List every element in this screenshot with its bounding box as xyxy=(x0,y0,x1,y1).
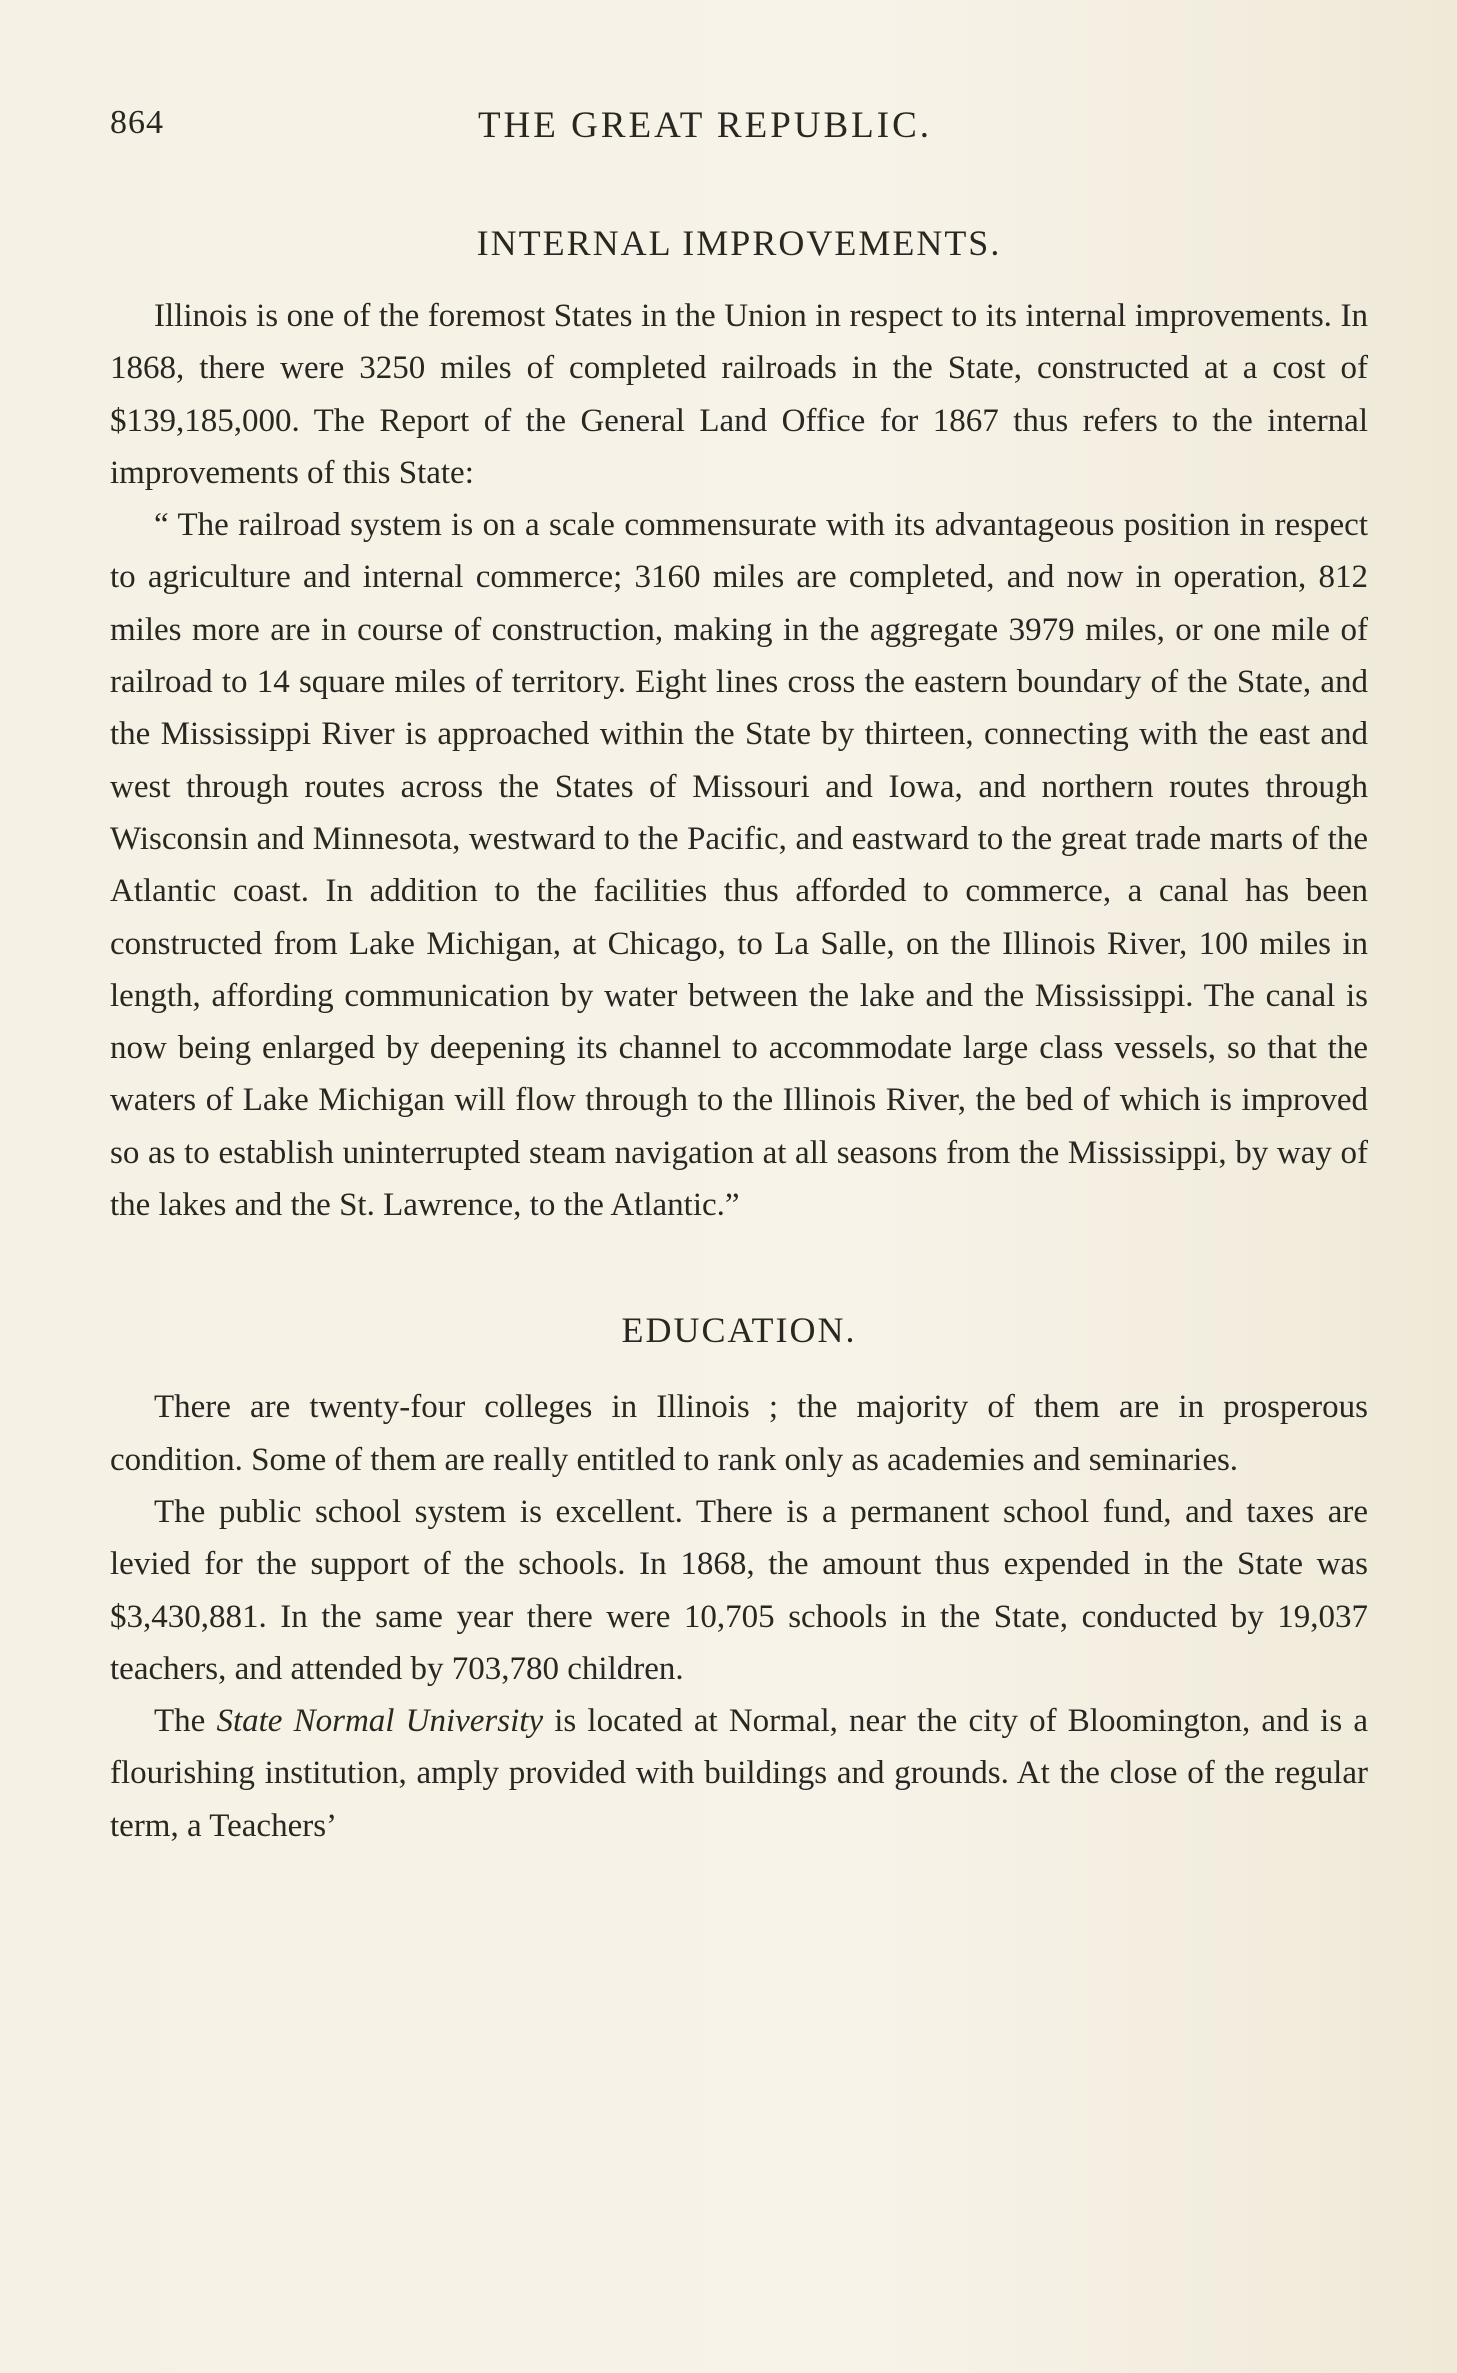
section-internal-improvements xyxy=(110,290,1368,1231)
text-run: The xyxy=(154,1703,217,1740)
paragraph: Illinois is one of the foremost States in the Union in respect to its internal improvements. In 1868, there were 3250 miles of completed railroads in the State, constructed at a cost of $139,185,000. The Report of the General Land Office for 1867 thus refers to the internal improvements of this State: xyxy=(110,298,1368,491)
page-content xyxy=(110,222,1368,1852)
italic-title: State Normal University xyxy=(216,1703,544,1740)
running-head xyxy=(110,104,1360,154)
section-heading-education: EDUCATION. xyxy=(621,1310,857,1351)
section-education xyxy=(110,1381,1368,1852)
paragraph xyxy=(110,1695,1368,1852)
running-title: THE GREAT REPUBLIC. xyxy=(477,105,933,146)
text-run: is located at Normal, near the city of Bloomington, and is a flourishing institution, amply provided with buildings and grounds. At the close of the regular term, a Teachers’ xyxy=(110,1703,1368,1844)
paragraph: There are twenty-four colleges in Illinois ; the majority of them are in prosperous condition. Some of them are really entitled to rank only as academies and seminaries. xyxy=(110,1389,1368,1478)
page-number: 864 xyxy=(110,104,164,141)
paragraph: The public school system is excellent. There is a permanent school fund, and taxes are levied for the support of the schools. In 1868, the amount thus expended in the State was $3,430,881. In the same year there were 10,705 schools in the State, conducted by 19,037 teachers, and attended by 703,780 children. xyxy=(110,1493,1368,1687)
section-heading-internal-improvements: INTERNAL IMPROVEMENTS. xyxy=(476,223,1002,263)
quoted-paragraph: “ The railroad system is on a scale commensurate with its advantageous position in respect to agriculture and internal commerce; 3160 miles are completed, and now in operation, 812 miles more are in course of construction, making in the aggregate 3979 miles, or one mile of railroad to 14 square miles of territory. Eight lines cross the eastern boundary of the State, and the Mississippi River is approached within the State by thirteen, connecting with the east and west through routes across the States of Missouri and Iowa, and northern routes through Wisconsin and Minnesota, westward to the Pacific, and eastward to the great trade marts of the Atlantic coast. In addition to the facilities thus afforded to commerce, a canal has been constructed from Lake Michigan, at Chicago, to La Salle, on the Illinois River, 100 miles in length, affording communication by water between the lake and the Mississippi. The canal is now being enlarged by deepening its channel to accommodate large class vessels, so that the waters of Lake Michigan will flow through to the Illinois River, the bed of which is improved so as to establish uninterrupted steam navigation at all seasons from the Mississippi, by way of the lakes and the St. Lawrence, to the Atlantic.” xyxy=(110,507,1368,1224)
